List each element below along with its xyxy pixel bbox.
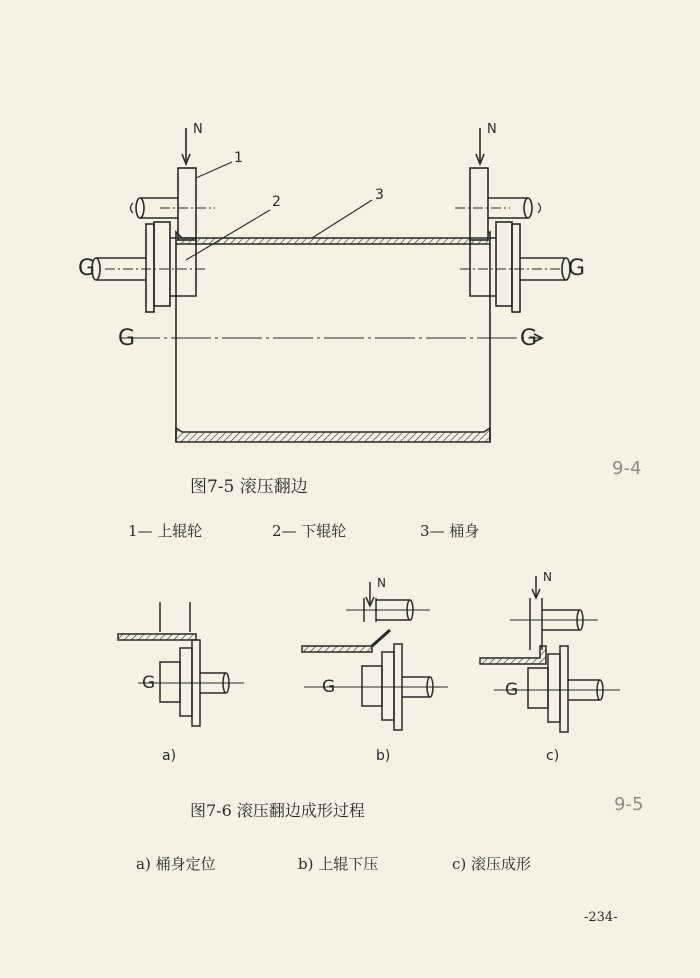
axis-label-g-right-shaft: G (568, 256, 586, 281)
fig75-drawing (92, 128, 570, 442)
fig76-panel-label-c: c) (546, 748, 560, 764)
callout-1: 1 (234, 150, 243, 166)
right-upper-roller (470, 168, 488, 240)
fig76-panel-a (118, 602, 244, 726)
fig75-legend-3: 3— 桶身 (420, 522, 480, 540)
fig75-force-label-right: N (487, 122, 497, 137)
page-number: -234- (584, 910, 618, 925)
fig76-panel-c (480, 576, 620, 732)
left-upper-roller (178, 168, 196, 240)
fig75-legend-2: 2— 下辊轮 (272, 522, 347, 540)
left-lower-roller (154, 222, 170, 306)
fig76-panel-label-a: a) (162, 748, 177, 764)
fig76-legend-c: c) 滚压成形 (452, 855, 532, 873)
fig76-caption: 图7-6 滚压翻边成形过程 (190, 801, 365, 820)
fig75-force-label-left: N (193, 122, 203, 137)
right-lower-roller (496, 222, 512, 306)
fig75-legend-1: 1— 上辊轮 (128, 522, 203, 540)
fig76-axis-label-c: G (505, 680, 519, 700)
callout-2: 2 (272, 194, 281, 210)
fig76-force-label-b: N (377, 576, 386, 590)
margin-note-9-5: 9-5 (614, 794, 644, 815)
callout-3: 3 (375, 187, 384, 203)
fig76-legend-b: b) 上辊下压 (298, 855, 379, 873)
fig76-force-label-c: N (543, 570, 552, 584)
fig76-axis-label-b: G (322, 677, 336, 697)
axis-label-g-barrel-left: G (118, 326, 136, 351)
fig76-panel-label-b: b) (376, 748, 391, 764)
right-lower-flange (512, 224, 520, 312)
axis-label-g-left-shaft: G (78, 256, 96, 281)
fig76-legend-a: a) 桶身定位 (136, 855, 216, 873)
margin-note-9-4: 9-4 (612, 458, 642, 479)
fig76-panel-b (302, 582, 448, 730)
fig76-axis-label-a: G (142, 673, 156, 693)
fig75-caption: 图7-5 滚压翻边 (190, 477, 308, 497)
barrel-bottom-wall (176, 428, 490, 442)
left-lower-flange (146, 224, 154, 312)
axis-label-g-barrel-right: G (520, 326, 538, 351)
